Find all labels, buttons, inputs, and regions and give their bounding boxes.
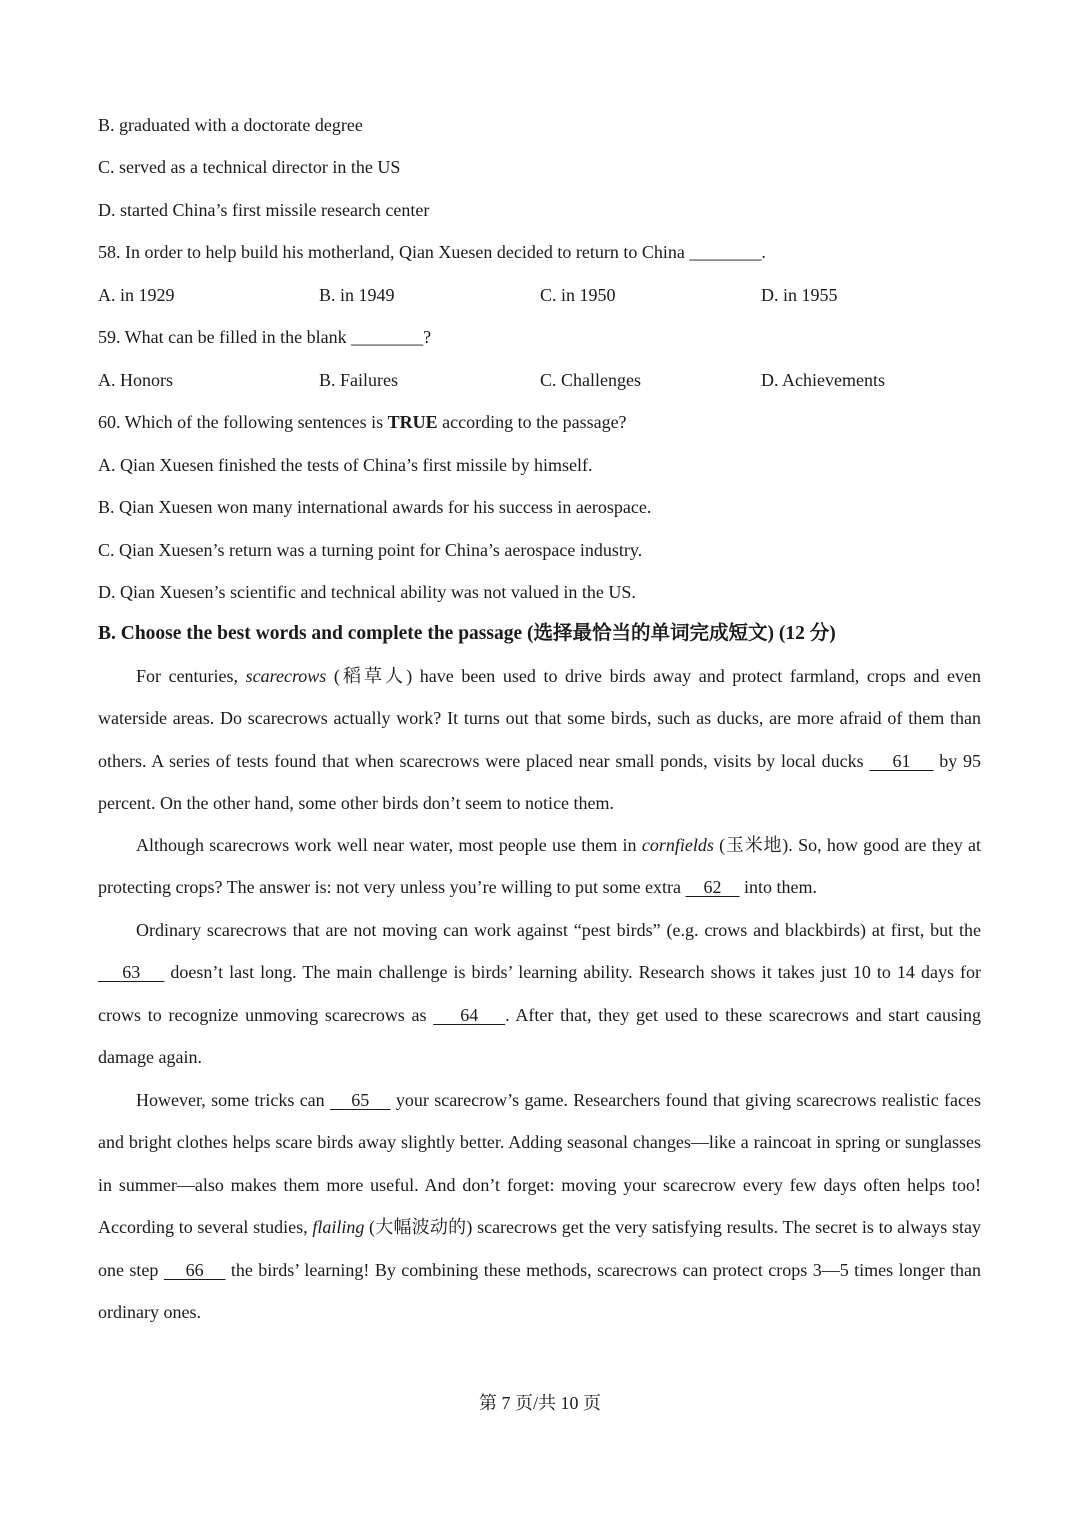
- q60-option-d: D. Qian Xuesen’s scientific and technical ability was not valued in the US.: [98, 582, 636, 602]
- passage-paragraph-2: Although scarecrows work well near water, most people use them in cornfields (玉米地). So, how good are they at protecting crops? The answer is: not very unless you’re willing to put some extra 62 into them.: [98, 835, 981, 898]
- page-number-footer: 第 7 页/共 10 页: [478, 1393, 601, 1413]
- q59-option-c: C. Challenges: [540, 370, 641, 390]
- q59-option-b: B. Failures: [319, 370, 398, 390]
- blank-63: 63: [122, 962, 141, 983]
- term-flailing: flailing: [312, 1217, 365, 1238]
- blank-64: 64: [460, 1004, 479, 1025]
- passage-paragraph-1: For centuries, scarecrows (稻草人) have been used to drive birds away and protect farmland, crops and even waterside areas. Do scarecrows actually work? It turns out that some birds, such as ducks, are more afraid of them than others. A series of tests found that when scarecrows were placed near small ponds, visits by local ducks 61 by 95 percent. On the other hand, some other birds don’t seem to notice them.: [98, 666, 982, 814]
- blank-61: 61: [892, 750, 911, 771]
- blank-66: 66: [185, 1259, 204, 1280]
- q58-option-c: C. in 1950: [540, 285, 616, 305]
- q57-option-c: C. served as a technical director in the US: [98, 157, 401, 177]
- q57-option-d: D. started China’s first missile research center: [98, 200, 430, 220]
- q60-option-c: C. Qian Xuesen’s return was a turning point for China’s aerospace industry.: [98, 540, 643, 560]
- q60-stem: 60. Which of the following sentences is TRUE according to the passage?: [98, 412, 627, 432]
- q58-stem: 58. In order to help build his motherland, Qian Xuesen decided to return to China ________.: [98, 242, 766, 262]
- q58-blank: ________: [689, 242, 762, 262]
- q60-option-a: A. Qian Xuesen finished the tests of China’s first missile by himself.: [98, 455, 593, 475]
- blank-65: 65: [351, 1090, 370, 1110]
- q58-option-b: B. in 1949: [319, 285, 395, 305]
- term-cornfields: cornfields: [641, 835, 714, 855]
- section-b-heading: B. Choose the best words and complete the passage (选择最恰当的单词完成短文) (12 分): [98, 623, 836, 644]
- q60-option-b: B. Qian Xuesen won many international awards for his success in aerospace.: [98, 497, 652, 517]
- q57-option-b: B. graduated with a doctorate degree: [98, 115, 363, 135]
- passage-paragraph-4: However, some tricks can 65 your scarecrow’s game. Researchers found that giving scarecrows realistic faces and bright clothes helps scare birds away slightly better. Adding seasonal changes—like a raincoat in spring or sunglasses in summer—also makes them more useful. And don’t forget: moving your scarecrow every few days often helps too! According to several studies, flailing (大幅波动的) scarecrows get the very satisfying results. The secret is to always stay one step 66 the birds’ learning! By combining these methods, scarecrows can protect crops 3—5 times longer than ordinary ones.: [98, 1090, 982, 1323]
- q59-option-d: D. Achievements: [761, 370, 885, 390]
- q58-option-d: D. in 1955: [761, 285, 838, 305]
- term-scarecrows: scarecrows: [245, 666, 327, 686]
- q58-option-a: A. in 1929: [98, 285, 175, 305]
- q59-blank: ________: [351, 327, 424, 347]
- passage-paragraph-3: Ordinary scarecrows that are not moving can work against “pest birds” (e.g. crows and blackbirds) at first, but the 63 doesn’t last long. The main challenge is birds’ learning ability. Research shows it takes just 10 to 14 days for crows to recognize unmoving scarecrows as 64 . After that, they get used to these scarecrows and start causing damage again.: [98, 920, 982, 1068]
- q59-option-a: A. Honors: [98, 370, 173, 390]
- blank-62: 62: [703, 877, 722, 898]
- q59-stem: 59. What can be filled in the blank ________?: [98, 327, 432, 347]
- q60-stem-emphasis: TRUE: [387, 412, 438, 432]
